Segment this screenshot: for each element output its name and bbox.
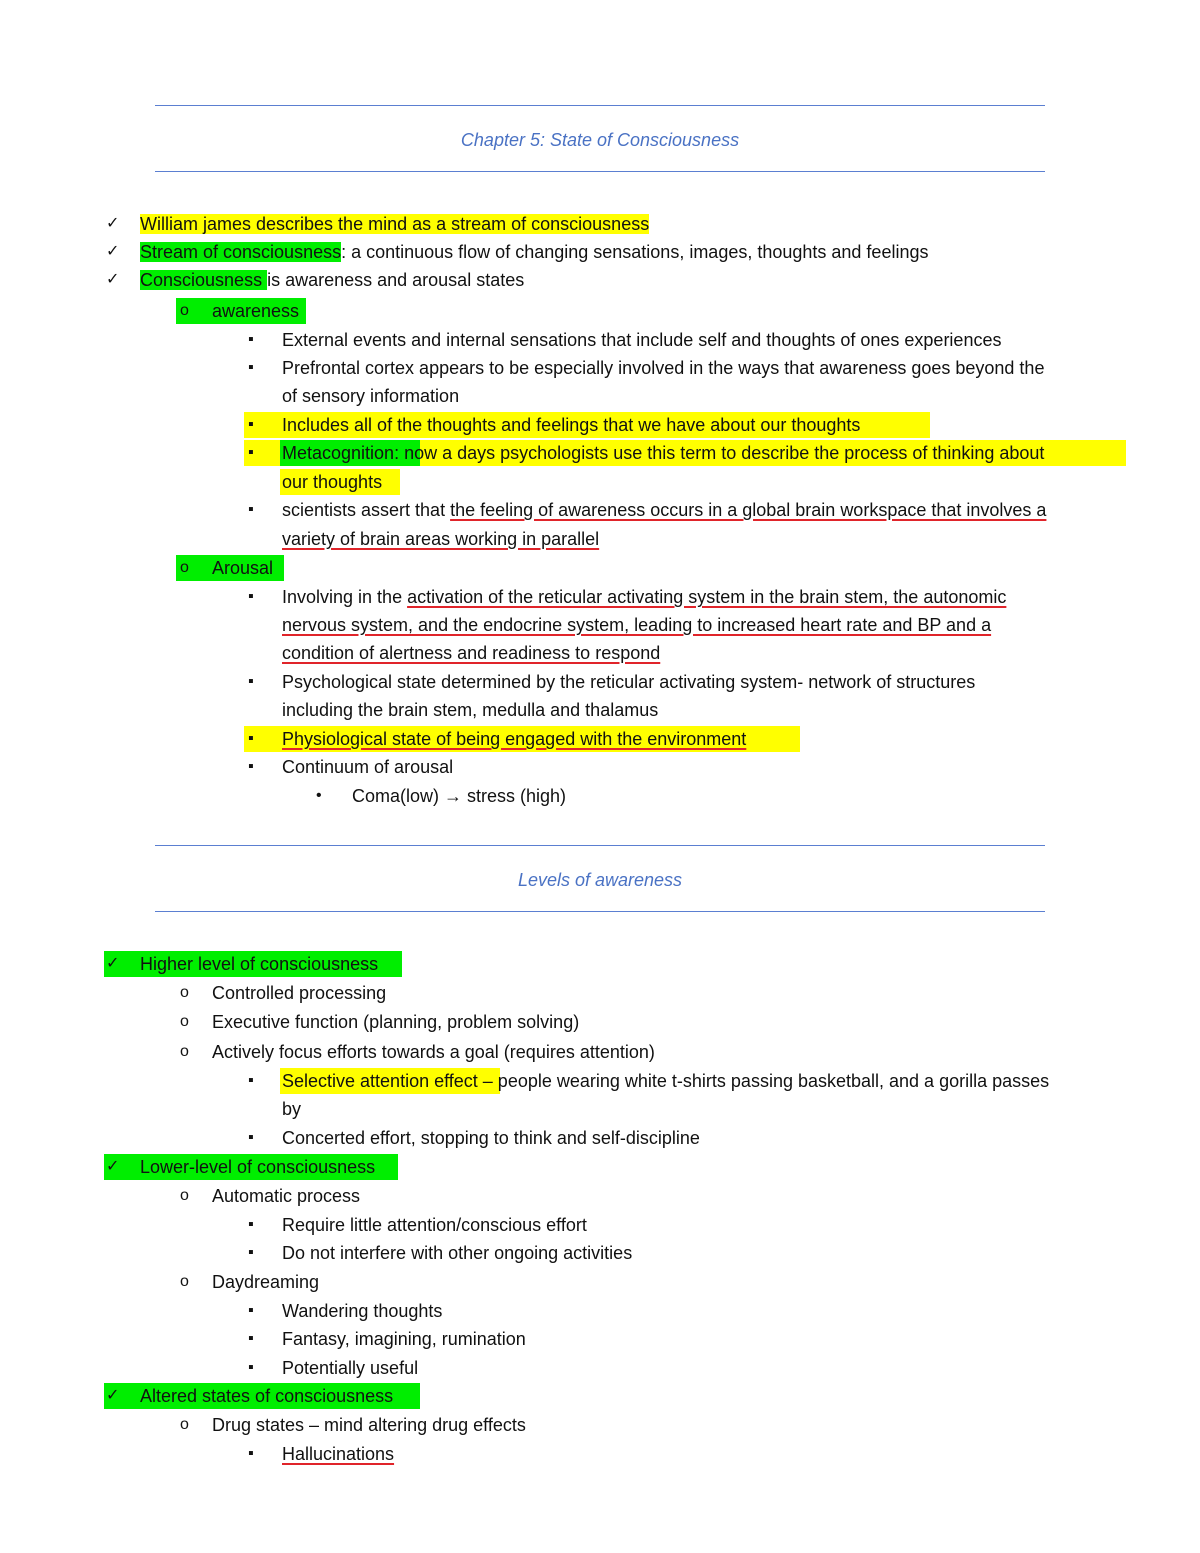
list-item-label: Arousal (212, 558, 274, 578)
list-item-text: Controlled processing (212, 983, 387, 1003)
underlined-text: condition of alertness and readiness to respond (282, 643, 661, 663)
underlined-text: activation of the reticular activating system in the brain stem, the autonomic (407, 587, 1007, 607)
square-bullet-icon: ▪ (248, 416, 254, 433)
list-item-text: Fantasy, imagining, rumination (282, 1329, 526, 1349)
circle-bullet-icon: o (180, 984, 189, 1001)
list-item-text: Psychological state determined by the reticular activating system- network of structures (282, 672, 976, 692)
list-item-label: Altered states of consciousness (140, 1386, 394, 1406)
circle-bullet-icon: o (180, 1043, 189, 1060)
list-item-text: by (282, 1099, 302, 1119)
list-item-text: Involving in the (282, 587, 408, 607)
highlight-yellow-text: William james (140, 214, 252, 234)
list-item-text: of sensory information (282, 386, 460, 406)
list-item-text: Concerted effort, stopping to think and self-discipline (282, 1128, 700, 1148)
list-item-label: awareness (212, 301, 300, 321)
round-bullet-icon: • (316, 787, 322, 804)
list-item-text: External events and internal sensations that include self and thoughts of ones experiences (282, 330, 1002, 350)
circle-bullet-icon: o (180, 1013, 189, 1030)
list-item (282, 441, 1044, 465)
check-icon: ✓ (106, 215, 120, 232)
list-item-text: Wandering thoughts (282, 1301, 443, 1321)
list-item (282, 727, 746, 751)
list-item-text: Drug states – mind altering drug effects (212, 1415, 526, 1435)
square-bullet-icon: ▪ (248, 444, 254, 461)
list-item (140, 268, 524, 292)
highlight-yellow-term: Selective attention effect (282, 1071, 478, 1091)
square-bullet-icon: ▪ (248, 1330, 254, 1347)
highlight-yellow-text: describes the mind as a stream of consciousness (251, 214, 650, 234)
list-item-text: Includes all of the thoughts and feelings that we have about our thoughts (282, 415, 861, 435)
check-icon: ✓ (106, 271, 120, 288)
list-item (282, 1442, 394, 1466)
list-item-text: is awareness and arousal states (267, 270, 525, 290)
underlined-text: Physiological state of being engaged with the environment (282, 729, 747, 749)
heading-rule-bottom (155, 911, 1045, 912)
list-item-label: Higher level of consciousness (140, 954, 379, 974)
list-item-text: Executive function (planning, problem solving) (212, 1012, 580, 1032)
circle-bullet-icon: o (180, 1187, 189, 1204)
metacognition-term: Metacognition: (282, 443, 400, 463)
list-item (140, 212, 649, 236)
square-bullet-icon: ▪ (248, 1244, 254, 1261)
check-icon: ✓ (106, 1158, 120, 1175)
square-bullet-icon: ▪ (248, 730, 254, 747)
list-item (282, 641, 660, 665)
square-bullet-icon: ▪ (248, 1216, 254, 1233)
list-item-text: : a continuous flow of changing sensations, images, thoughts and feelings (341, 242, 929, 262)
list-item-text: scientists assert that (282, 500, 451, 520)
highlight-green-term: Stream of consciousness (140, 242, 342, 262)
circle-bullet-icon: o (180, 302, 189, 319)
square-bullet-icon: ▪ (248, 758, 254, 775)
square-bullet-icon: ▪ (248, 331, 254, 348)
list-item-text: Coma(low) (352, 786, 445, 806)
heading-rule-top (155, 105, 1045, 106)
section-heading: Levels of awareness (517, 870, 683, 890)
circle-bullet-icon: o (180, 1273, 189, 1290)
list-item (282, 527, 599, 551)
list-item-text: Actively focus efforts towards a goal (requires attention) (212, 1042, 655, 1062)
list-item-text: Do not interfere with other ongoing activities (282, 1243, 633, 1263)
square-bullet-icon: ▪ (248, 673, 254, 690)
list-item (352, 784, 566, 808)
square-bullet-icon: ▪ (248, 359, 254, 376)
list-item-text: Prefrontal cortex appears to be especially involved in the ways that awareness goes beyond the (282, 358, 1045, 378)
square-bullet-icon: ▪ (248, 588, 254, 605)
square-bullet-icon: ▪ (248, 1445, 254, 1462)
arrow-right-icon: → (444, 786, 463, 806)
square-bullet-icon: ▪ (248, 1072, 254, 1089)
check-icon: ✓ (106, 1387, 120, 1404)
list-item-text: Require little attention/conscious effort (282, 1215, 587, 1235)
list-item-text: our thoughts (282, 472, 383, 492)
heading-rule-top (155, 845, 1045, 846)
chapter-heading: Chapter 5: State of Consciousness (460, 130, 740, 150)
list-item-label: Lower-level of consciousness (140, 1157, 376, 1177)
list-item (282, 585, 1006, 609)
list-item-text: Automatic process (212, 1186, 361, 1206)
list-item-text: – people wearing white t-shirts passing basketball, and a gorilla passes (477, 1071, 1050, 1091)
heading-rule-bottom (155, 171, 1045, 172)
list-item-text: Daydreaming (212, 1272, 320, 1292)
square-bullet-icon: ▪ (248, 1359, 254, 1376)
list-item-text: now a days psychologists use this term to describe the process of thinking about (399, 443, 1045, 463)
list-item-text: Potentially useful (282, 1358, 419, 1378)
circle-bullet-icon: o (180, 1416, 189, 1433)
list-item-text: including the brain stem, medulla and thalamus (282, 700, 659, 720)
list-item (282, 613, 991, 637)
square-bullet-icon: ▪ (248, 1302, 254, 1319)
list-item (140, 240, 928, 264)
underlined-text: nervous system, and the endocrine system, leading to increased heart rate and BP and a (282, 615, 992, 635)
list-item-text: stress (high) (462, 786, 567, 806)
list-item-text: Continuum of arousal (282, 757, 454, 777)
check-icon: ✓ (106, 955, 120, 972)
list-item (282, 1069, 1049, 1093)
list-item (282, 498, 1046, 522)
square-bullet-icon: ▪ (248, 501, 254, 518)
square-bullet-icon: ▪ (248, 1129, 254, 1146)
underlined-text: Hallucinations (282, 1444, 395, 1464)
underlined-text: the feeling of awareness occurs in a global brain workspace that involves a (450, 500, 1047, 520)
highlight-green-term: Consciousness (140, 270, 268, 290)
circle-bullet-icon: o (180, 559, 189, 576)
underlined-text: variety of brain areas working in parallel (282, 529, 600, 549)
check-icon: ✓ (106, 243, 120, 260)
